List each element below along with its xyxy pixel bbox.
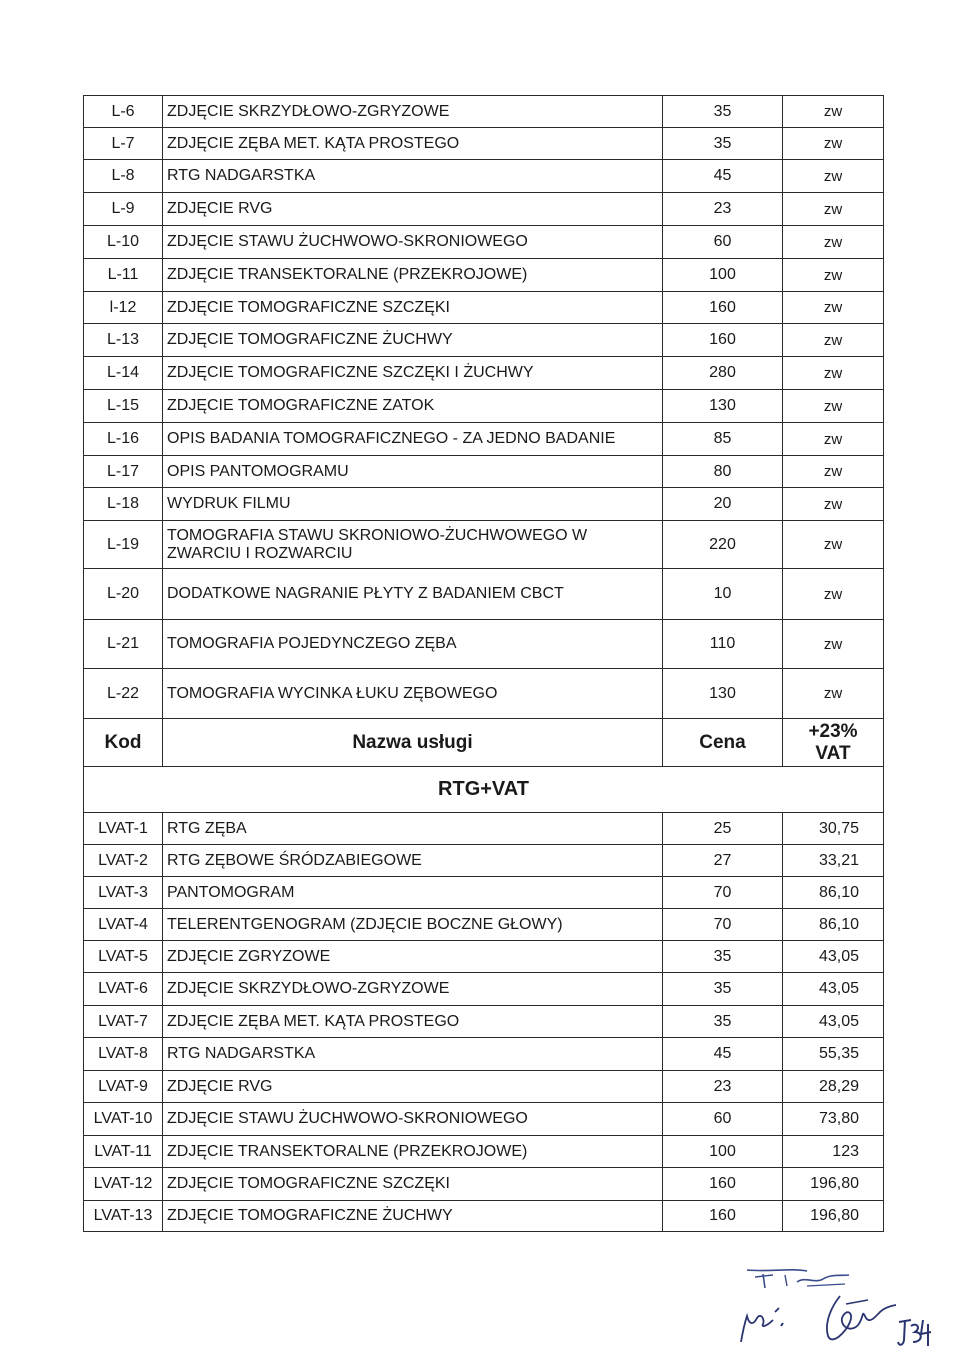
cell-price: 100 xyxy=(663,1136,783,1168)
cell-name: TOMOGRAFIA POJEDYNCZEGO ZĘBA xyxy=(163,620,663,669)
table-row xyxy=(84,845,884,877)
table-row xyxy=(84,324,884,357)
cell-price-vat: 43,05 xyxy=(783,1006,884,1038)
cell-price: 85 xyxy=(663,423,783,456)
cell-code: LVAT-10 xyxy=(84,1103,163,1136)
cell-price: 20 xyxy=(663,488,783,521)
cell-price: 10 xyxy=(663,569,783,620)
cell-price-vat: 33,21 xyxy=(783,845,884,877)
cell-name: ZDJĘCIE TOMOGRAFICZNE SZCZĘKI xyxy=(163,292,663,324)
cell-name: RTG ZĘBOWE ŚRÓDZABIEGOWE xyxy=(163,845,663,877)
initials-bottom-right xyxy=(895,1312,935,1352)
cell-vat-status: zw xyxy=(783,423,884,456)
cell-price: 45 xyxy=(663,160,783,193)
table-row xyxy=(84,941,884,973)
cell-name: TOMOGRAFIA STAWU SKRONIOWO-ŻUCHWOWEGO W ZWARCIU I ROZWARCIU xyxy=(163,521,663,569)
cell-name: ZDJĘCIE TOMOGRAFICZNE ŻUCHWY xyxy=(163,324,663,357)
cell-name: ZDJĘCIE SKRZYDŁOWO-ZGRYZOWE xyxy=(163,96,663,128)
table-row xyxy=(84,1006,884,1038)
cell-price: 25 xyxy=(663,813,783,845)
cell-code: LVAT-4 xyxy=(84,909,163,941)
section-title: RTG+VAT xyxy=(84,767,884,813)
cell-code: L-15 xyxy=(84,390,163,423)
cell-price: 23 xyxy=(663,1071,783,1103)
cell-name: TELERENTGENOGRAM (ZDJĘCIE BOCZNE GŁOWY) xyxy=(163,909,663,941)
table-row xyxy=(84,259,884,292)
cell-name: ZDJĘCIE SKRZYDŁOWO-ZGRYZOWE xyxy=(163,973,663,1006)
cell-vat-status: zw xyxy=(783,128,884,160)
cell-name: ZDJĘCIE STAWU ŻUCHWOWO-SKRONIOWEGO xyxy=(163,1103,663,1136)
header-vat-rate: +23% xyxy=(808,720,858,742)
cell-price: 35 xyxy=(663,941,783,973)
cell-vat-status: zw xyxy=(783,259,884,292)
cell-vat-status: zw xyxy=(783,620,884,669)
cell-price: 35 xyxy=(663,128,783,160)
cell-price-vat: 73,80 xyxy=(783,1103,884,1136)
cell-price: 280 xyxy=(663,357,783,390)
table-row xyxy=(84,669,884,719)
header-kod: Kod xyxy=(84,719,163,767)
table-row xyxy=(84,357,884,390)
cell-vat-status: zw xyxy=(783,669,884,719)
cell-name: DODATKOWE NAGRANIE PŁYTY Z BADANIEM CBCT xyxy=(163,569,663,620)
cell-vat-status: zw xyxy=(783,456,884,488)
table-row xyxy=(84,1071,884,1103)
cell-name: ZDJĘCIE RVG xyxy=(163,1071,663,1103)
table-row xyxy=(84,521,884,569)
cell-vat-status: zw xyxy=(783,324,884,357)
table-row xyxy=(84,292,884,324)
table-row xyxy=(84,96,884,128)
cell-price: 160 xyxy=(663,292,783,324)
cell-vat-status: zw xyxy=(783,292,884,324)
cell-vat-status: zw xyxy=(783,390,884,423)
table-header-section xyxy=(84,719,884,813)
cell-price: 130 xyxy=(663,390,783,423)
table-row xyxy=(84,423,884,456)
cell-price-vat: 196,80 xyxy=(783,1201,884,1232)
cell-price-vat: 55,35 xyxy=(783,1038,884,1071)
cell-vat-status: zw xyxy=(783,226,884,259)
cell-name: ZDJĘCIE TRANSEKTORALNE (PRZEKROJOWE) xyxy=(163,259,663,292)
cell-code: L-6 xyxy=(84,96,163,128)
cell-name: OPIS PANTOMOGRAMU xyxy=(163,456,663,488)
cell-price-vat: 28,29 xyxy=(783,1071,884,1103)
cell-name: ZDJĘCIE STAWU ŻUCHWOWO-SKRONIOWEGO xyxy=(163,226,663,259)
cell-code: l-12 xyxy=(84,292,163,324)
cell-price: 160 xyxy=(663,1201,783,1232)
cell-price-vat: 43,05 xyxy=(783,941,884,973)
cell-price: 27 xyxy=(663,845,783,877)
cell-price: 70 xyxy=(663,909,783,941)
price-rows-zw xyxy=(84,96,884,719)
price-rows-vat xyxy=(84,813,884,1232)
cell-price-vat: 86,10 xyxy=(783,909,884,941)
cell-price: 35 xyxy=(663,1006,783,1038)
cell-code: L-9 xyxy=(84,193,163,226)
cell-vat-status: zw xyxy=(783,160,884,193)
cell-name: ZDJĘCIE TOMOGRAFICZNE SZCZĘKI xyxy=(163,1168,663,1201)
cell-code: L-10 xyxy=(84,226,163,259)
cell-price: 130 xyxy=(663,669,783,719)
table-row xyxy=(84,569,884,620)
signature-initials xyxy=(735,1300,795,1345)
cell-code: LVAT-2 xyxy=(84,845,163,877)
cell-name: ZDJĘCIE TRANSEKTORALNE (PRZEKROJOWE) xyxy=(163,1136,663,1168)
table-header-row xyxy=(84,719,884,767)
cell-price: 35 xyxy=(663,973,783,1006)
cell-vat-status: zw xyxy=(783,193,884,226)
cell-price: 60 xyxy=(663,226,783,259)
cell-price: 110 xyxy=(663,620,783,669)
cell-code: LVAT-12 xyxy=(84,1168,163,1201)
cell-code: L-22 xyxy=(84,669,163,719)
cell-code: LVAT-13 xyxy=(84,1201,163,1232)
header-vat-label: VAT xyxy=(815,742,851,764)
cell-code: L-21 xyxy=(84,620,163,669)
table-row xyxy=(84,1038,884,1071)
table-row xyxy=(84,488,884,521)
cell-code: LVAT-7 xyxy=(84,1006,163,1038)
table-row xyxy=(84,1136,884,1168)
header-cena: Cena xyxy=(663,719,783,767)
cell-name: RTG NADGARSTKA xyxy=(163,160,663,193)
table-row xyxy=(84,160,884,193)
cell-name: RTG NADGARSTKA xyxy=(163,1038,663,1071)
header-nazwa: Nazwa usługi xyxy=(163,719,663,767)
cell-code: LVAT-11 xyxy=(84,1136,163,1168)
cell-price-vat: 86,10 xyxy=(783,877,884,909)
signature-main xyxy=(810,1288,900,1350)
cell-code: LVAT-1 xyxy=(84,813,163,845)
cell-code: LVAT-5 xyxy=(84,941,163,973)
table-row xyxy=(84,973,884,1006)
table-row xyxy=(84,456,884,488)
cell-price: 60 xyxy=(663,1103,783,1136)
cell-name: WYDRUK FILMU xyxy=(163,488,663,521)
header-vat xyxy=(783,719,884,767)
cell-price-vat: 30,75 xyxy=(783,813,884,845)
cell-price-vat: 123 xyxy=(783,1136,884,1168)
cell-vat-status: zw xyxy=(783,357,884,390)
cell-price: 100 xyxy=(663,259,783,292)
cell-name: RTG ZĘBA xyxy=(163,813,663,845)
cell-code: L-20 xyxy=(84,569,163,620)
table-row xyxy=(84,1168,884,1201)
cell-name: ZDJĘCIE ZGRYZOWE xyxy=(163,941,663,973)
cell-price-vat: 43,05 xyxy=(783,973,884,1006)
cell-vat-status: zw xyxy=(783,569,884,620)
cell-code: L-7 xyxy=(84,128,163,160)
table-row xyxy=(84,193,884,226)
cell-vat-status: zw xyxy=(783,96,884,128)
cell-code: L-8 xyxy=(84,160,163,193)
table-row xyxy=(84,877,884,909)
cell-code: LVAT-9 xyxy=(84,1071,163,1103)
cell-name: ZDJĘCIE RVG xyxy=(163,193,663,226)
cell-name: OPIS BADANIA TOMOGRAFICZNEGO - ZA JEDNO BADANIE xyxy=(163,423,663,456)
cell-price: 23 xyxy=(663,193,783,226)
cell-code: L-11 xyxy=(84,259,163,292)
cell-name: ZDJĘCIE ZĘBA MET. KĄTA PROSTEGO xyxy=(163,128,663,160)
cell-name: ZDJĘCIE TOMOGRAFICZNE ŻUCHWY xyxy=(163,1201,663,1232)
cell-vat-status: zw xyxy=(783,488,884,521)
cell-code: L-13 xyxy=(84,324,163,357)
cell-code: L-16 xyxy=(84,423,163,456)
cell-price-vat: 196,80 xyxy=(783,1168,884,1201)
table-row xyxy=(84,1201,884,1232)
section-row xyxy=(84,767,884,813)
cell-price: 220 xyxy=(663,521,783,569)
table-row xyxy=(84,226,884,259)
cell-code: LVAT-8 xyxy=(84,1038,163,1071)
table-row xyxy=(84,128,884,160)
cell-vat-status: zw xyxy=(783,521,884,569)
cell-code: L-18 xyxy=(84,488,163,521)
cell-code: L-17 xyxy=(84,456,163,488)
cell-code: LVAT-6 xyxy=(84,973,163,1006)
table-row xyxy=(84,390,884,423)
cell-code: LVAT-3 xyxy=(84,877,163,909)
table-row xyxy=(84,909,884,941)
cell-code: L-19 xyxy=(84,521,163,569)
cell-price: 160 xyxy=(663,324,783,357)
cell-name: ZDJĘCIE TOMOGRAFICZNE SZCZĘKI I ŻUCHWY xyxy=(163,357,663,390)
cell-code: L-14 xyxy=(84,357,163,390)
cell-price: 160 xyxy=(663,1168,783,1201)
table-row xyxy=(84,620,884,669)
cell-price: 45 xyxy=(663,1038,783,1071)
table-row xyxy=(84,1103,884,1136)
table-row xyxy=(84,813,884,845)
cell-name: ZDJĘCIE TOMOGRAFICZNE ZATOK xyxy=(163,390,663,423)
price-table xyxy=(83,95,884,1232)
cell-price: 80 xyxy=(663,456,783,488)
cell-price: 70 xyxy=(663,877,783,909)
cell-name: PANTOMOGRAM xyxy=(163,877,663,909)
cell-price: 35 xyxy=(663,96,783,128)
cell-name: TOMOGRAFIA WYCINKA ŁUKU ZĘBOWEGO xyxy=(163,669,663,719)
cell-name: ZDJĘCIE ZĘBA MET. KĄTA PROSTEGO xyxy=(163,1006,663,1038)
